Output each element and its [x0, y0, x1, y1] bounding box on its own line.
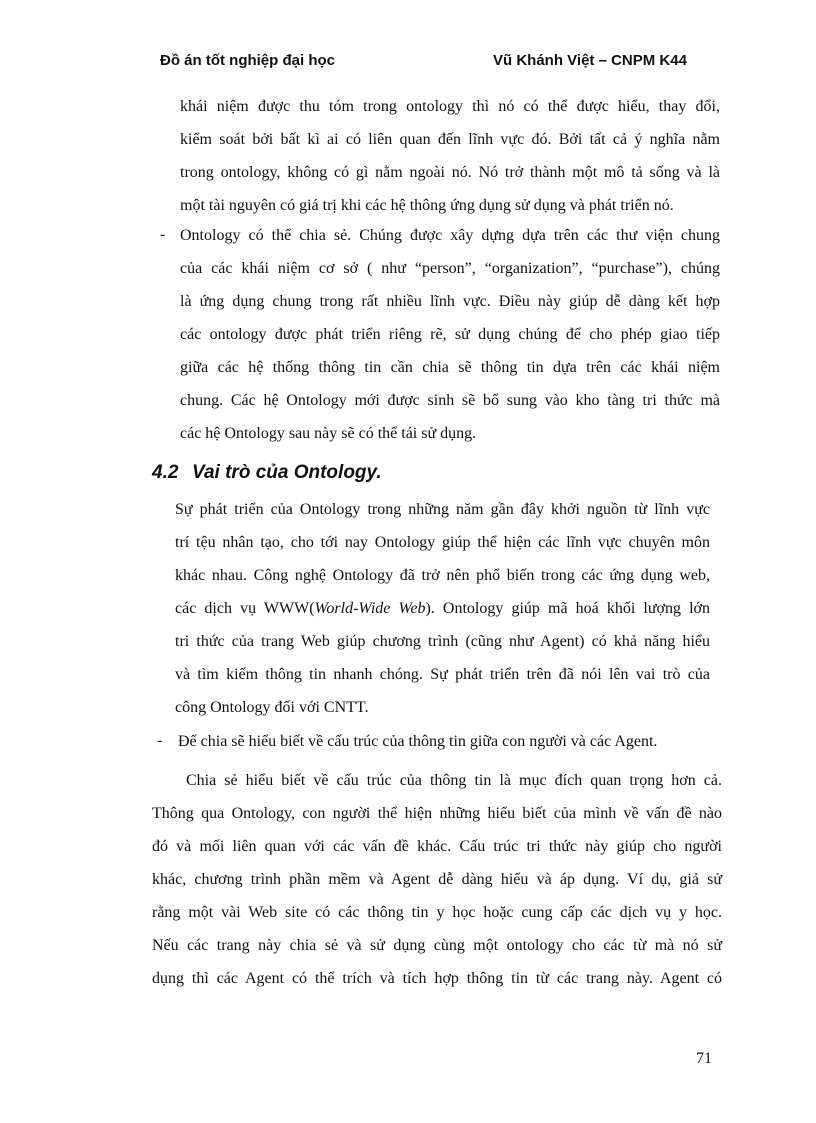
- text-line: khác, chương trình phần mềm và Agent dễ dàng hiểu và áp dụng. Ví dụ, giả sử: [152, 871, 722, 888]
- text-line: các ontology được phát triển riêng rẽ, sử dụng chúng để cho phép giao tiếp: [180, 326, 720, 343]
- text-line: chung. Các hệ Ontology mới được sinh sẽ bổ sung vào kho tàng tri thức mà: [180, 392, 720, 409]
- bullet-agent-line: [178, 725, 718, 758]
- text-segment: các dịch vụ WWW(: [175, 600, 315, 617]
- text-line: khái niệm được thu tóm trong ontology thì nó có thể được hiểu, thay đổi,: [180, 98, 720, 115]
- text-line: giữa các hệ thống thông tin cần chia sẽ thông tin dựa trên các khái niệm: [180, 359, 720, 376]
- page-number: 71: [696, 1050, 712, 1067]
- text-line: là ứng dụng chung trong rất nhiều lĩnh vực. Điều này giúp dễ dàng kết hợp: [180, 293, 720, 310]
- section-title: Vai trò của Ontology.: [192, 462, 382, 483]
- header-author: Vũ Khánh Việt – CNPM K44: [493, 52, 687, 69]
- text-line: Để chia sẽ hiểu biết về cấu trúc của thông tin giữa con người và các Agent.: [178, 733, 658, 750]
- text-line: Chia sẻ hiểu biết về cấu trúc của thông tin là mục đích quan trọng hơn cả.: [186, 772, 722, 789]
- text-segment: ). Ontology giúp mã hoá khối lượng lớn: [425, 600, 711, 617]
- text-line: của các khái niệm cơ sở ( như “person”, “organization”, “purchase”), chúng: [180, 260, 720, 277]
- text-line: một tài nguyên có giá trị khi các hệ thông ứng dụng sử dụng và phát triển nó.: [180, 197, 674, 214]
- intro-paragraph: [180, 90, 720, 222]
- text-line: công Ontology đối với CNTT.: [175, 699, 369, 716]
- text-line: rằng một vài Web site có các thông tin y học hoặc cung cấp các dịch vụ y học.: [152, 904, 722, 921]
- bullet-sharing-paragraph: [180, 219, 720, 450]
- bullet-marker: -: [160, 226, 166, 243]
- section-paragraph: [175, 493, 710, 724]
- text-line: dụng thì các Agent có thể trích và tích hợp thông tin từ các trang này. Agent có: [152, 970, 722, 987]
- text-line: Sự phát triển của Ontology trong những năm gần đây khởi nguồn từ lĩnh vực: [175, 501, 710, 518]
- italic-term: World-Wide Web: [314, 600, 426, 617]
- text-line: trong ontology, không có gì nằm ngoài nó. Nó trở thành một mô tả sống và là: [180, 164, 720, 181]
- bullet-marker: -: [157, 732, 163, 749]
- text-line: trí tệu nhân tạo, cho tới nay Ontology giúp thể hiện các lĩnh vực chuyên môn: [175, 534, 710, 551]
- text-line: tri thức của trang Web giúp chương trình (cũng như Agent) có khả năng hiểu: [175, 633, 710, 650]
- text-line: Thông qua Ontology, con người thể hiện những hiểu biết của mình về vấn đề nào: [152, 805, 722, 822]
- text-line: [175, 592, 710, 625]
- header-thesis-title: Đồ án tốt nghiệp đại học: [160, 52, 335, 69]
- text-line: các hệ Ontology sau này sẽ có thể tái sử dụng.: [180, 425, 477, 442]
- text-line: kiểm soát bởi bất kì ai có liên quan đến lĩnh vực đó. Bởi tất cả ý nghĩa nằm: [180, 131, 720, 148]
- text-line: đó và mối liên quan với các vấn đề khác. Cấu trúc tri thức này giúp cho người: [152, 838, 722, 855]
- section-number: 4.2: [152, 462, 179, 483]
- text-line: Nếu các trang này chia sẻ và sử dụng cùng một ontology cho các từ mà nó sử: [152, 937, 722, 954]
- text-line: và tìm kiếm thông tin nhanh chóng. Sự phát triển trên đã nói lên vai trò của: [175, 666, 710, 683]
- text-line: Ontology có thể chia sẻ. Chúng được xây dựng dựa trên các thư viện chung: [180, 227, 720, 244]
- text-line: khác nhau. Công nghệ Ontology đã trở nên phổ biến trong các ứng dụng web,: [175, 567, 710, 584]
- section-heading: [152, 462, 382, 484]
- body-paragraph: [152, 764, 722, 995]
